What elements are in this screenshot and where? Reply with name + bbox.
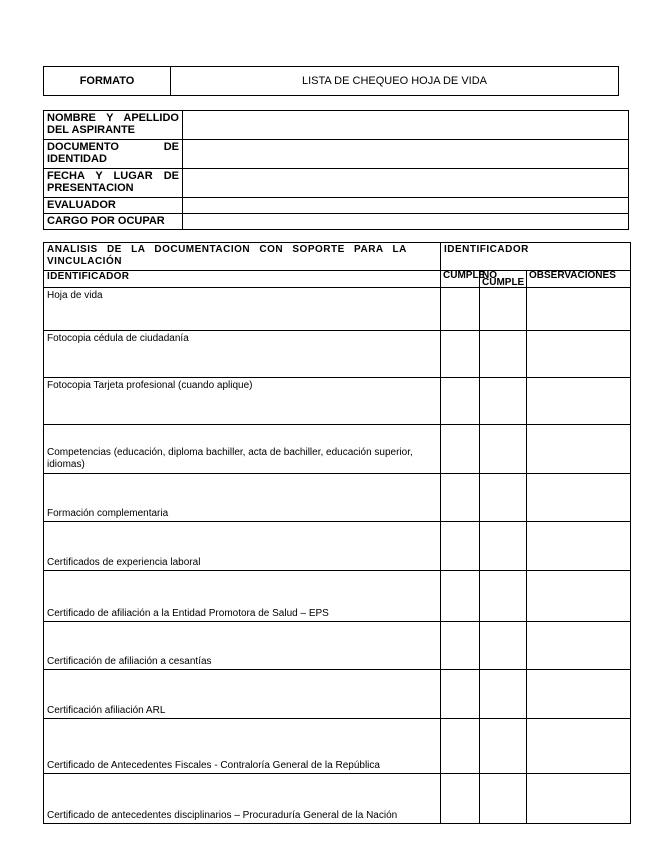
- checklist-row: [44, 474, 631, 522]
- observaciones-cell[interactable]: [527, 474, 631, 522]
- no-cumple-cell[interactable]: [480, 474, 527, 522]
- format-label: FORMATO: [44, 67, 171, 96]
- observaciones-cell[interactable]: [527, 378, 631, 425]
- applicant-name-label: NOMBRE Y APELLIDO DEL ASPIRANTE: [44, 111, 183, 140]
- no-cumple-cell[interactable]: [480, 378, 527, 425]
- observaciones-cell[interactable]: [527, 774, 631, 824]
- column-observaciones-header: OBSERVACIONES: [527, 271, 631, 288]
- checklist-row: [44, 571, 631, 622]
- checklist-item-label: Certificado de afiliación a la Entidad Promotora de Salud – EPS: [44, 571, 441, 622]
- applicant-row-position: [44, 214, 629, 230]
- format-header-row: [44, 67, 619, 96]
- applicant-position-field[interactable]: [183, 214, 629, 230]
- cumple-cell[interactable]: [441, 719, 480, 774]
- checklist-row: [44, 719, 631, 774]
- checklist-row: [44, 522, 631, 571]
- no-cumple-cell[interactable]: [480, 288, 527, 331]
- checklist-row: [44, 331, 631, 378]
- format-title: LISTA DE CHEQUEO HOJA DE VIDA: [171, 67, 619, 96]
- applicant-row-evaluator: [44, 198, 629, 214]
- applicant-position-label: CARGO POR OCUPAR: [44, 214, 183, 230]
- no-cumple-cell[interactable]: [480, 719, 527, 774]
- observaciones-cell[interactable]: [527, 425, 631, 474]
- checklist-item-label: Formación complementaria: [44, 474, 441, 522]
- observaciones-cell[interactable]: [527, 571, 631, 622]
- checklist-item-label: Hoja de vida: [44, 288, 441, 331]
- checklist-row: [44, 774, 631, 824]
- no-cumple-cell[interactable]: [480, 522, 527, 571]
- checklist-row: [44, 288, 631, 331]
- checklist-row: [44, 622, 631, 670]
- applicant-row-date-place: [44, 169, 629, 198]
- observaciones-cell[interactable]: [527, 622, 631, 670]
- checklist-title: ANALISIS DE LA DOCUMENTACION CON SOPORTE PARA LA VINCULACIÓN: [44, 243, 441, 271]
- checklist-column-header-row: [44, 271, 631, 288]
- checklist-item-label: Fotocopia Tarjeta profesional (cuando aplique): [44, 378, 441, 425]
- no-cumple-cell[interactable]: [480, 331, 527, 378]
- checklist-item-label: Certificado de Antecedentes Fiscales - Contraloría General de la República: [44, 719, 441, 774]
- applicant-date-place-label: FECHA Y LUGAR DE PRESENTACION: [44, 169, 183, 198]
- observaciones-cell[interactable]: [527, 522, 631, 571]
- applicant-document-field[interactable]: [183, 140, 629, 169]
- applicant-info-table: [43, 110, 629, 230]
- cumple-cell[interactable]: [441, 522, 480, 571]
- checklist-item-label: Competencias (educación, diploma bachiller, acta de bachiller, educación superior, idiomas): [44, 425, 441, 474]
- checklist-identifier-header: IDENTIFICADOR: [441, 243, 631, 271]
- no-cumple-cell[interactable]: [480, 670, 527, 719]
- checklist-item-label: Certificación afiliación ARL: [44, 670, 441, 719]
- checklist-row: [44, 425, 631, 474]
- no-cumple-cell[interactable]: [480, 774, 527, 824]
- no-cumple-cell[interactable]: [480, 425, 527, 474]
- applicant-document-label: DOCUMENTO DE IDENTIDAD: [44, 140, 183, 169]
- cumple-cell[interactable]: [441, 331, 480, 378]
- applicant-evaluator-label: EVALUADOR: [44, 198, 183, 214]
- cumple-cell[interactable]: [441, 378, 480, 425]
- observaciones-cell[interactable]: [527, 331, 631, 378]
- observaciones-cell[interactable]: [527, 670, 631, 719]
- observaciones-cell[interactable]: [527, 719, 631, 774]
- applicant-evaluator-field[interactable]: [183, 198, 629, 214]
- column-identifier-header: IDENTIFICADOR: [44, 271, 441, 288]
- applicant-row-name: [44, 111, 629, 140]
- checklist-item-label: Certificado de antecedentes disciplinarios – Procuraduría General de la Nación: [44, 774, 441, 824]
- checklist-item-label: Certificados de experiencia laboral: [44, 522, 441, 571]
- applicant-name-field[interactable]: [183, 111, 629, 140]
- cumple-cell[interactable]: [441, 622, 480, 670]
- applicant-date-place-field[interactable]: [183, 169, 629, 198]
- cumple-cell[interactable]: [441, 774, 480, 824]
- cumple-cell[interactable]: [441, 474, 480, 522]
- format-header-table: [43, 66, 619, 96]
- cumple-cell[interactable]: [441, 425, 480, 474]
- checklist-row: [44, 378, 631, 425]
- document-checklist-table: [43, 242, 631, 824]
- no-cumple-cell[interactable]: [480, 622, 527, 670]
- checklist-item-label: Fotocopia cédula de ciudadanía: [44, 331, 441, 378]
- applicant-row-document: [44, 140, 629, 169]
- cumple-cell[interactable]: [441, 571, 480, 622]
- column-no-cumple-header: NO CUMPLE: [480, 271, 527, 288]
- checklist-title-row: [44, 243, 631, 271]
- cumple-cell[interactable]: [441, 288, 480, 331]
- no-cumple-cell[interactable]: [480, 571, 527, 622]
- observaciones-cell[interactable]: [527, 288, 631, 331]
- checklist-row: [44, 670, 631, 719]
- cumple-cell[interactable]: [441, 670, 480, 719]
- checklist-item-label: Certificación de afiliación a cesantías: [44, 622, 441, 670]
- column-cumple-header: CUMPLE: [441, 271, 480, 288]
